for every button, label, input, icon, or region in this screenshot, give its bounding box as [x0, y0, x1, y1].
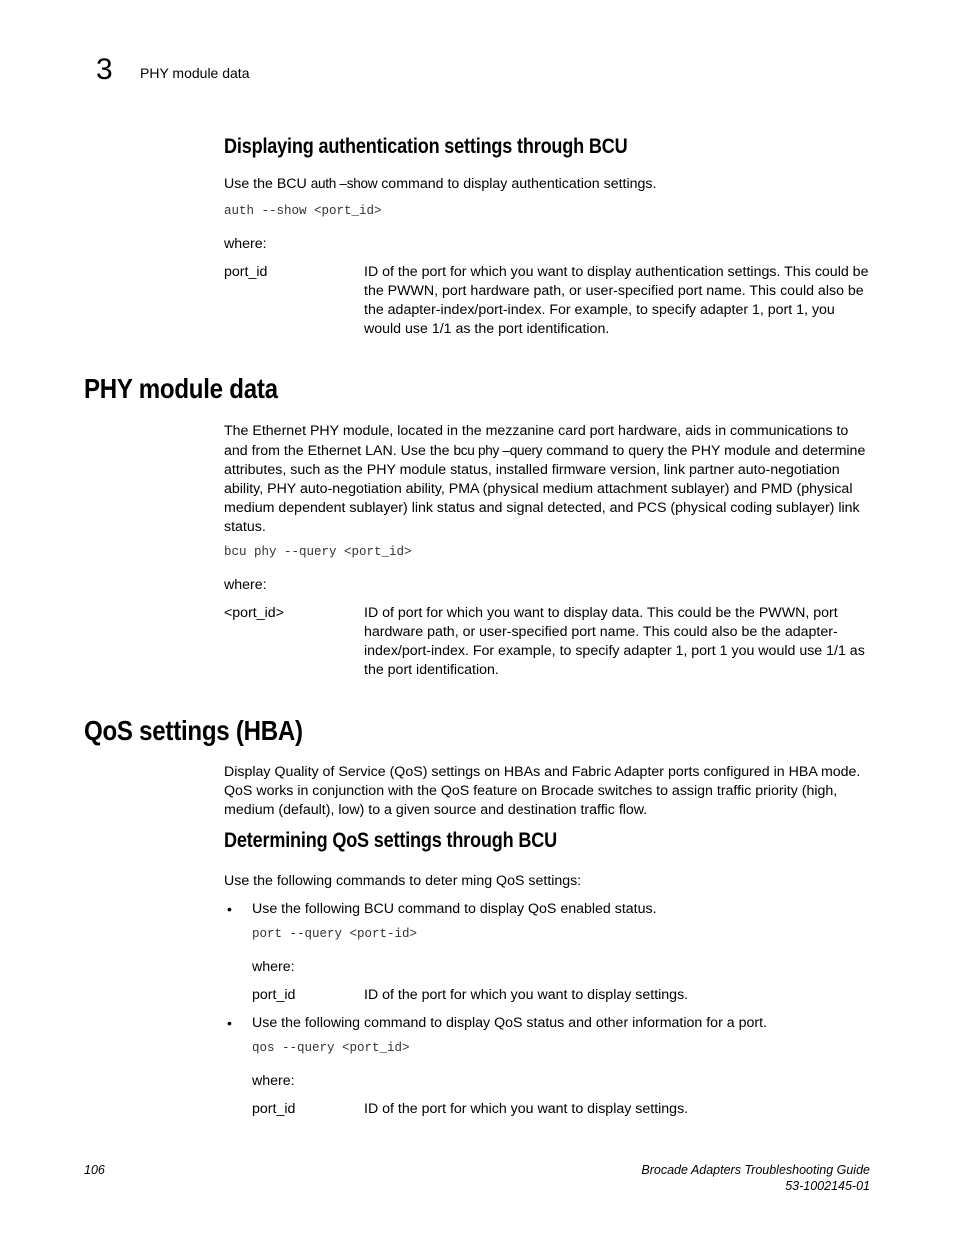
- qos-paragraph: Display Quality of Service (QoS) settings on HBAs and Fabric Adapter ports configured in HBA mode. QoS works in conjunction with the QoS feature on Brocade switches to assign traffic priority (high, medium (default), low) to a given source and destination traffic flow.: [224, 764, 861, 818]
- qos-bullet-1-text: Use the following BCU command to display QoS enabled status.: [252, 901, 657, 917]
- auth-section-heading: Displaying authentication settings through BCU: [224, 135, 628, 158]
- qos-intro: Use the following commands to deter ming QoS settings:: [224, 873, 582, 889]
- qos-bullet-2-code: qos --query <port_id>: [252, 1041, 410, 1055]
- bullet-marker: •: [227, 1015, 232, 1031]
- phy-param-definition: ID of port for which you want to display data. This could be the PWWN, port hardware path, or user-specified port name. This could also be the adapter-index/port-index. For example, to specify adapter 1, port 1 you would use 1/1 as the port identification.: [364, 605, 865, 678]
- running-header-title: PHY module data: [140, 65, 250, 81]
- qos-bullet-1-where: where:: [252, 959, 295, 975]
- auth-intro-paragraph: [224, 174, 870, 194]
- qos-bullet-1-param-term: port_id: [252, 987, 296, 1003]
- auth-code-example: auth --show <port_id>: [224, 204, 382, 218]
- auth-intro-command: auth –show: [310, 176, 378, 191]
- bullet-marker: •: [227, 901, 232, 917]
- auth-param-term: port_id: [224, 264, 268, 280]
- footer-page-number: 106: [84, 1163, 105, 1177]
- footer-doc-title: Brocade Adapters Troubleshooting Guide: [641, 1163, 870, 1177]
- phy-where-label: where:: [224, 577, 267, 593]
- qos-bullet-1-code: port --query <port-id>: [252, 927, 418, 941]
- footer-doc-number: 53-1002145-01: [785, 1179, 870, 1193]
- auth-intro-pre: Use the BCU: [224, 176, 311, 192]
- phy-para-command: bcu phy –query: [453, 443, 543, 458]
- qos-subheading: Determining QoS settings through BCU: [224, 829, 557, 852]
- phy-code-example: bcu phy --query <port_id>: [224, 545, 412, 559]
- phy-paragraph: [224, 422, 870, 537]
- phy-para-pre: The Ethernet PHY module, located in the mezzanine card port hardware, aids in communications to and from the Ethernet LAN. Use the: [224, 423, 849, 459]
- auth-where-label: where:: [224, 236, 267, 252]
- auth-intro-post: command to display authentication settings.: [377, 176, 657, 192]
- qos-bullet-2-where: where:: [252, 1073, 295, 1089]
- qos-bullet-2-param-definition: ID of the port for which you want to display settings.: [364, 1101, 689, 1117]
- qos-bullet-2-param-term: port_id: [252, 1101, 296, 1117]
- phy-section-heading: PHY module data: [84, 373, 278, 404]
- qos-bullet-2-text: Use the following command to display QoS status and other information for a port.: [252, 1015, 767, 1031]
- chapter-number: 3: [96, 53, 113, 86]
- qos-section-heading: QoS settings (HBA): [84, 715, 303, 746]
- qos-bullet-1-param-definition: ID of the port for which you want to display settings.: [364, 987, 689, 1003]
- phy-param-term: <port_id>: [224, 605, 284, 621]
- phy-para-post: command to query the PHY module and determine attributes, such as the PHY module status, installed firmware version, link partner auto-negotiation ability, PHY auto-negotiation ability, PMA (physical medium attachment sublayer) and PMD (physical medium dependent sublayer) link status and signal detected, and PCS (physical coding sublayer) link status.: [224, 443, 866, 535]
- auth-param-definition: ID of the port for which you want to display authentication settings. This could be the PWWN, port hardware path, or user-specified port name. This could also be the adapter-index/port-index. For example, to specify adapter 1, port 1, you would use 1/1 as the port identification.: [364, 264, 869, 337]
